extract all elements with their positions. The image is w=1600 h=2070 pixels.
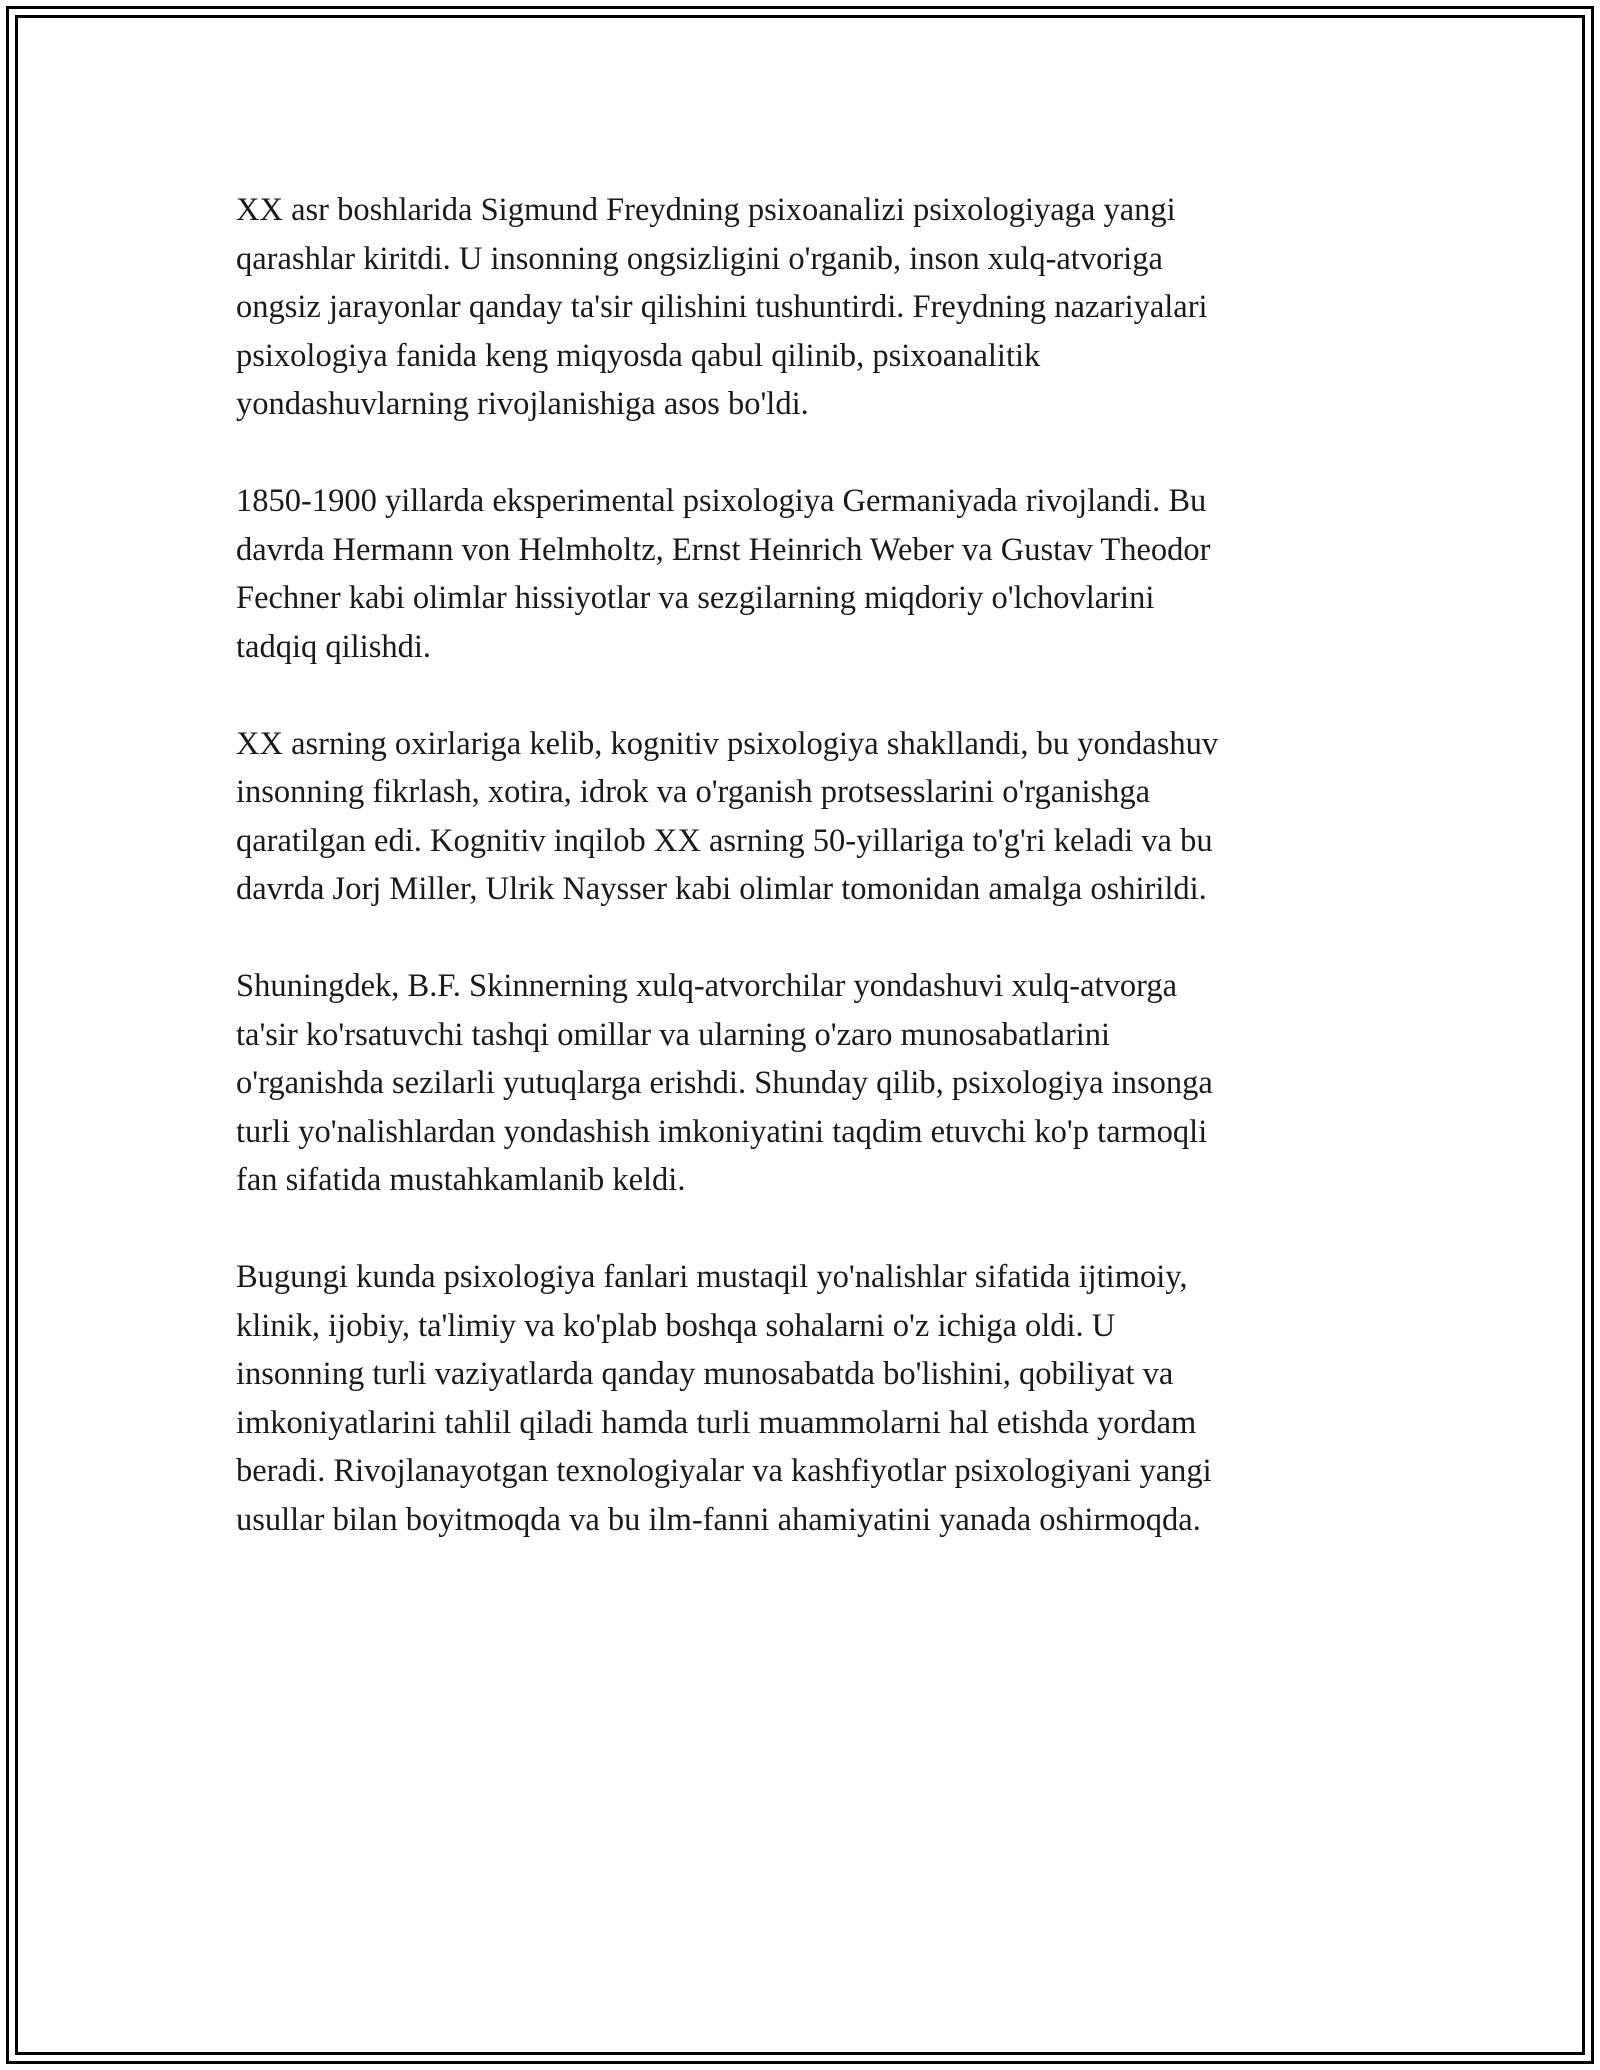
paragraph-experimental-psychology: 1850-1900 yillarda eksperimental psixologiya Germaniyada rivojlandi. Bu davrda Hermann von Helmholtz, Ernst Heinrich Weber va Gustav Theodor Fechner kabi olimlar hissiyotlar va sezgilarning miqdoriy o'lchovlarini tadqiq qilishdi.: [236, 483, 1211, 665]
paragraph-behaviorism: Shuningdek, B.F. Skinnerning xulq-atvorchilar yondashuvi xulq-atvorga ta'sir ko'rsatuvchi tashqi omillar va ularning o'zaro munosabatlarini o'rganishda sezilarli yutuqlarga erishdi. Shunday qilib, psixologiya insonga turli yo'nalishlardan yondashish imkoniyatini taqdim etuvchi ko'p tarmoqli fan sifatida mustahkamlanib keldi.: [236, 968, 1213, 1198]
document-body: [236, 186, 1366, 1544]
paragraph-freud: XX asr boshlarida Sigmund Freydning psixoanalizi psixologiyaga yangi qarashlar kiritdi. U insonning ongsizligini o'rganib, inson xulq-atvoriga ongsiz jarayonlar qanday ta'sir qilishini tushuntirdi. Freydning nazariyalari psixologiya fanida keng miqyosda qabul qilinib, psixoanalitik yondashuvlarning rivojlanishiga asos bo'ldi.: [236, 192, 1208, 422]
paragraph-cognitive-psychology: XX asrning oxirlariga kelib, kognitiv psixologiya shakllandi, bu yondashuv insonning fikrlash, xotira, idrok va o'rganish protsesslarini o'rganishga qaratilgan edi. Kognitiv inqilob XX asrning 50-yillariga to'g'ri keladi va bu davrda Jorj Miller, Ulrik Naysser kabi olimlar tomonidan amalga oshirildi.: [236, 725, 1219, 907]
paragraph-modern-psychology: Bugungi kunda psixologiya fanlari mustaqil yo'nalishlar sifatida ijtimoiy, klinik, ijobiy, ta'limiy va ko'plab boshqa sohalarni o'z ichiga oldi. U insonning turli vaziyatlarda qanday munosabatda bo'lishini, qobiliyat va imkoniyatlarini tahlil qiladi hamda turli muammolarni hal etishda yordam beradi. Rivojlanayotgan texnologiyalar va kashfiyotlar psixologiyani yangi usullar bilan boyitmoqda va bu ilm-fanni ahamiyatini yanada oshirmoqda.: [236, 1259, 1212, 1538]
